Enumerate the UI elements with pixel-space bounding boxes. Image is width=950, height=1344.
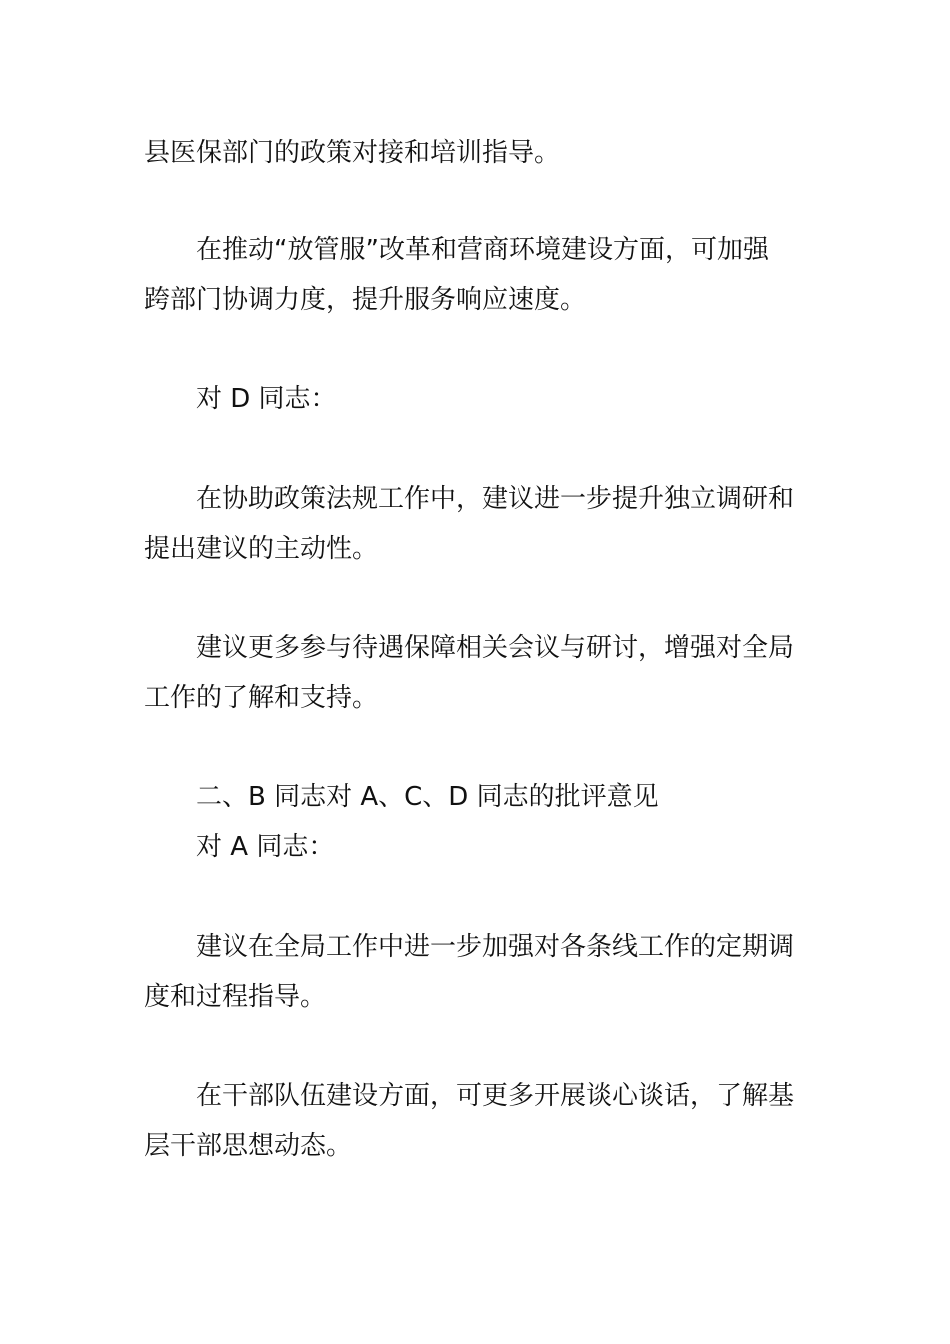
paragraph-line: 度和过程指导。 [144, 982, 327, 1012]
paragraph-line: 建议更多参与待遇保障相关会议与研讨，增强对全局 [196, 633, 795, 663]
section-heading: 对 A 同志： [196, 832, 335, 862]
section-heading: 对 D 同志： [196, 384, 337, 414]
section-title: 二、B 同志对 A、C、D 同志的批评意见 [196, 782, 659, 812]
paragraph-line: 层干部思想动态。 [144, 1131, 353, 1161]
paragraph-line: 县医保部门的政策对接和培训指导。 [144, 138, 561, 168]
paragraph-line: 建议在全局工作中进一步加强对各条线工作的定期调 [196, 932, 795, 962]
paragraph-line: 在协助政策法规工作中，建议进一步提升独立调研和 [196, 484, 795, 514]
paragraph-line: 提出建议的主动性。 [144, 534, 379, 564]
paragraph-line: 在推动“放管服”改革和营商环境建设方面，可加强 [196, 235, 769, 265]
paragraph-line: 工作的了解和支持。 [144, 683, 379, 713]
paragraph-line: 在干部队伍建设方面，可更多开展谈心谈话，了解基 [196, 1081, 795, 1111]
paragraph-line: 跨部门协调力度，提升服务响应速度。 [144, 285, 587, 315]
